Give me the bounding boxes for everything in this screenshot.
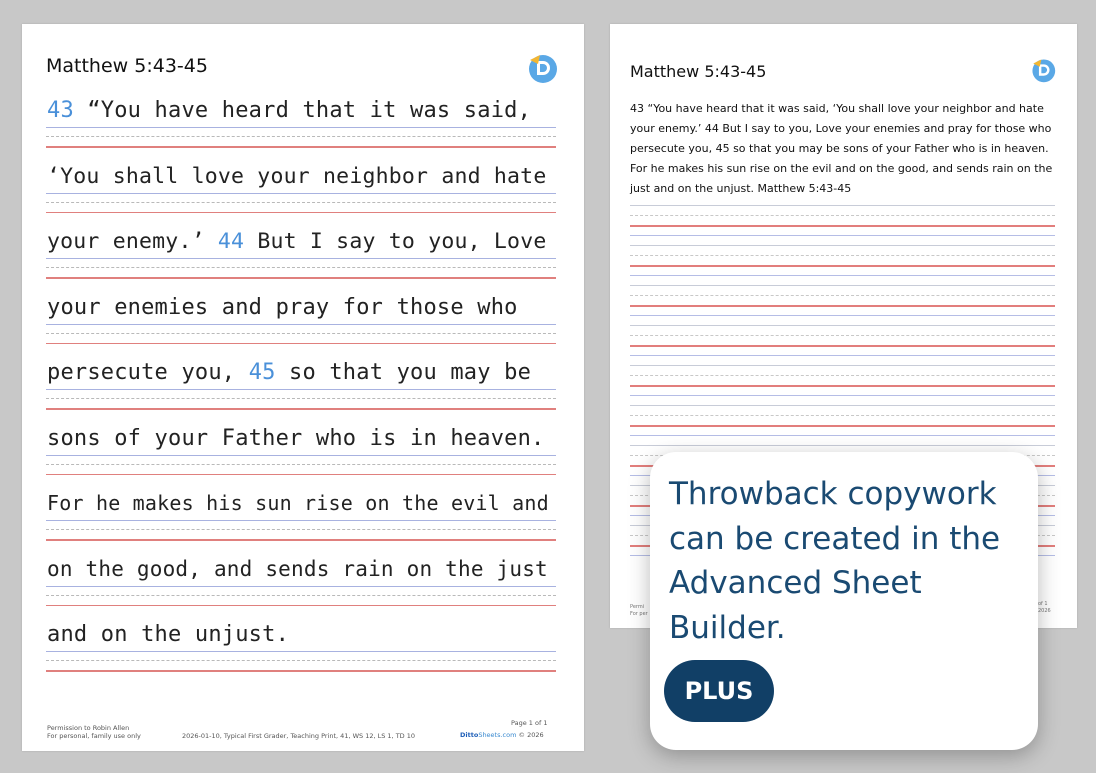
verse-number: 43 (47, 98, 74, 123)
sheet-settings-meta: 2026-01-10, Typical First Grader, Teaching Print, 41, WS 12, LS 1, TD 10 (182, 732, 416, 740)
blank-row (630, 325, 1055, 365)
ruled-line (46, 670, 556, 672)
ruled-line (46, 324, 556, 325)
verse-number: 44 (217, 229, 245, 254)
ruled-line (46, 277, 556, 279)
ruled-line (46, 343, 556, 345)
ruled-line (630, 355, 1055, 356)
verse-text: your enemy.’ (47, 229, 218, 254)
writing-row (46, 422, 556, 488)
ruled-line (630, 215, 1055, 216)
verse-line-text (47, 622, 289, 647)
verse-line-text (47, 360, 531, 385)
ruled-line (46, 605, 556, 607)
ruled-line (46, 651, 556, 652)
ruled-line (630, 335, 1055, 336)
page-count: of 1 (1038, 601, 1048, 607)
blank-row (630, 405, 1055, 445)
ruled-line (46, 660, 556, 661)
ruled-line (630, 385, 1055, 387)
ruled-line (46, 520, 556, 521)
ruled-line (630, 415, 1055, 416)
ruled-line (46, 202, 556, 203)
verse-line-text (47, 491, 549, 515)
writing-row (46, 487, 556, 553)
blank-row (630, 365, 1055, 405)
page-number (1038, 601, 1051, 615)
ruled-line (630, 235, 1055, 236)
ruled-line (46, 389, 556, 390)
verse-text: and on the unjust. (47, 622, 290, 647)
writing-row (46, 291, 556, 357)
permission-note (630, 604, 648, 618)
ruled-line (46, 464, 556, 465)
callout-text: Throwback copywork can be created in the Advanced Sheet Builder. (669, 476, 1001, 646)
writing-row (46, 553, 556, 619)
ruled-line (46, 595, 556, 596)
ruled-line (46, 398, 556, 399)
copyright: © 2026 (518, 731, 544, 739)
verse-line-text (47, 295, 518, 320)
ruled-line (630, 325, 1055, 326)
ruled-line (630, 285, 1055, 286)
ruled-line (46, 146, 556, 148)
ruled-line (630, 295, 1055, 296)
page-number: Page 1 of 1 (511, 719, 548, 727)
ruled-line (630, 205, 1055, 206)
ruled-line (46, 127, 556, 128)
verse-number: 45 (248, 360, 276, 385)
ruled-line (630, 365, 1055, 366)
plus-badge[interactable]: PLUS (664, 660, 774, 722)
ruled-line (630, 305, 1055, 307)
copyright-year: 2026 (1038, 608, 1051, 614)
verse-text: “You have heard that it was said, (73, 98, 532, 123)
verse-passage: 43 “You have heard that it was said, ‘You shall love your neighbor and hate your enemy.’ 44 But I say to you, Love your enemies and pray for those who persecute you, 45 so that you may be sons of your Father who is in heaven. For he makes his sun rise on the evil and on the good, and sends rain on the just and on the unjust. Matthew 5:43-45 (630, 102, 1053, 195)
verse-text: persecute you, (47, 360, 249, 385)
ruled-line (630, 405, 1055, 406)
ruled-line (46, 474, 556, 476)
verse-text: ‘You shall love your neighbor and hate (47, 163, 547, 189)
ruled-line (630, 345, 1055, 347)
writing-row (46, 618, 556, 684)
dittosheets-logo-icon (1030, 57, 1056, 83)
verse-text: so that you may be (275, 360, 532, 385)
permission-line: Permission to Robin Allen (47, 724, 130, 732)
writing-row (46, 356, 556, 422)
writing-row (46, 225, 556, 291)
ruled-line (46, 136, 556, 137)
ruled-line (630, 375, 1055, 376)
brand-ditto: Ditto (460, 731, 479, 739)
brand-sheets: Sheets.com (478, 731, 517, 739)
dittosheets-logo-icon (526, 52, 558, 84)
verse-line-text (47, 164, 546, 189)
permission-line: Permi (630, 604, 645, 610)
blank-row (630, 285, 1055, 325)
copywork-sheet-print (22, 24, 584, 751)
ruled-line (630, 445, 1055, 446)
verse-line-text (47, 229, 547, 254)
blank-row (630, 205, 1055, 245)
ruled-line (46, 586, 556, 587)
ruled-line (630, 225, 1055, 227)
verse-text: your enemies and pray for those who (47, 294, 518, 320)
writing-row (46, 94, 556, 160)
verse-line-text (47, 557, 548, 581)
ruled-line (46, 529, 556, 530)
brand-footer (460, 731, 544, 739)
handwriting-lines (46, 94, 556, 684)
ruled-line (46, 408, 556, 410)
verse-text: sons of your Father who is in heaven. (47, 425, 545, 451)
ruled-line (630, 425, 1055, 427)
ruled-line (630, 275, 1055, 276)
ruled-line (46, 193, 556, 194)
blank-row (630, 245, 1055, 285)
permission-note (47, 724, 141, 740)
verse-text: on the good, and sends rain on the just (47, 556, 548, 581)
ruled-line (630, 435, 1055, 436)
ruled-line (630, 395, 1055, 396)
ruled-line (46, 539, 556, 541)
ruled-line (46, 212, 556, 214)
ruled-line (630, 245, 1055, 246)
ruled-line (630, 265, 1055, 267)
ruled-line (46, 333, 556, 334)
verse-line-text (47, 426, 544, 451)
writing-row (46, 160, 556, 226)
ruled-line (46, 455, 556, 456)
usage-line: For per (630, 611, 648, 617)
verse-line-text (47, 98, 531, 123)
ruled-line (46, 258, 556, 259)
verse-text: But I say to you, Love (244, 229, 547, 254)
ruled-line (630, 255, 1055, 256)
verse-text: For he makes his sun rise on the evil and (47, 491, 549, 515)
sheet-title: Matthew 5:43-45 (630, 62, 767, 81)
usage-line: For personal, family use only (47, 732, 141, 740)
sheet-title: Matthew 5:43-45 (46, 55, 208, 77)
feature-callout (650, 452, 1038, 750)
ruled-line (630, 315, 1055, 316)
ruled-line (46, 267, 556, 268)
